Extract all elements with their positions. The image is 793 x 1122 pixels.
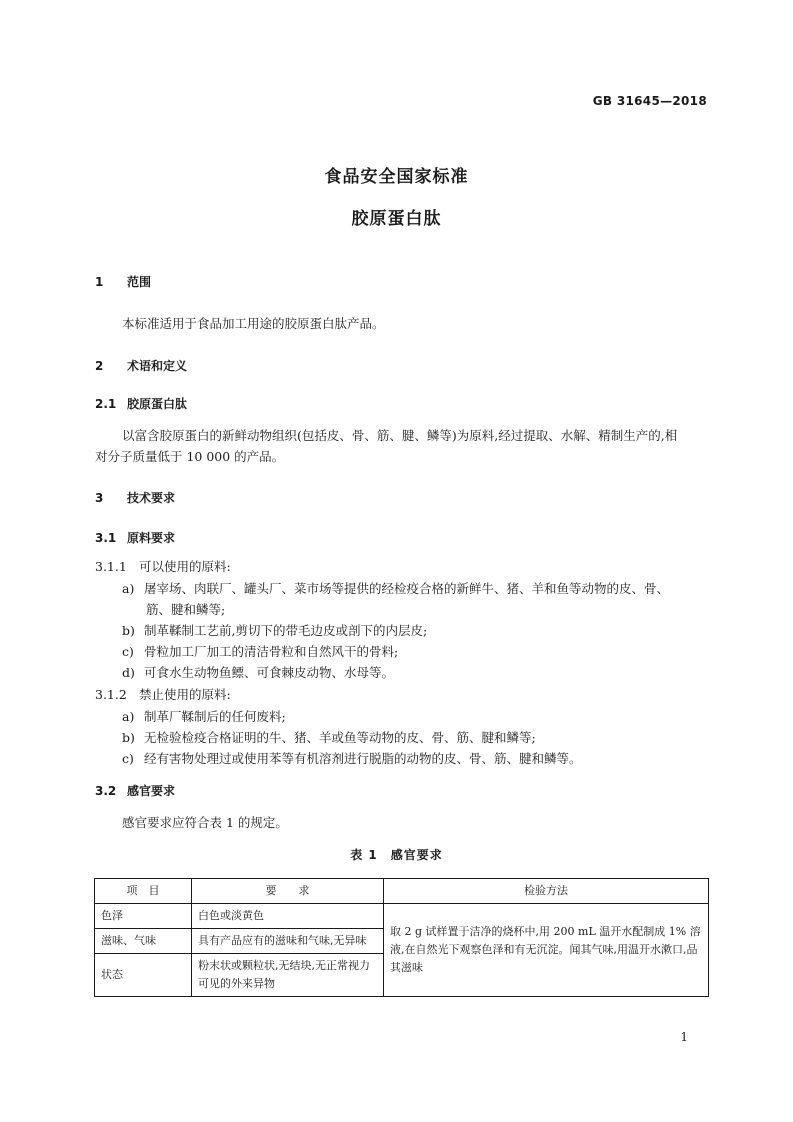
table-cell: 粉末状或颗粒状,无结块,无正常视力可见的外来异物 xyxy=(192,954,384,997)
table-header-row xyxy=(95,879,709,904)
column-header: 项 目 xyxy=(95,879,192,904)
section-number: 3 xyxy=(95,491,104,505)
list-label: b) xyxy=(122,730,135,745)
list-item xyxy=(122,620,427,641)
table-cell: 滋味、气味 xyxy=(95,929,192,954)
section-number: 2.1 xyxy=(95,397,117,411)
document-title: 食品安全国家标准 xyxy=(324,167,469,187)
section-3-2-heading xyxy=(95,782,175,799)
list-text: 可食水生动物鱼鳔、可食棘皮动物、水母等。 xyxy=(144,665,395,680)
table-cell: 具有产品应有的滋味和气味,无异味 xyxy=(192,929,384,954)
method-cell: 取 2 g 试样置于洁净的烧杯中,用 200 mL 温开水配制成 1% 溶液,在自然光下观察色泽和有无沉淀。闻其气味,用温开水漱口,品其滋味 xyxy=(384,904,709,997)
list-label: c) xyxy=(122,644,134,659)
list-text: 骨粒加工厂加工的清洁骨粒和自然风干的骨料; xyxy=(144,644,399,659)
section-1-heading xyxy=(95,273,151,290)
table-cell: 白色或淡黄色 xyxy=(192,904,384,929)
column-header: 检验方法 xyxy=(384,879,709,904)
list-label: a) xyxy=(122,581,135,596)
definition-line-1: 以富含胶原蛋白的新鲜动物组织(包括皮、骨、筋、腱、鳞等)为原料,经过提取、水解、精制生产的,相 xyxy=(122,428,678,443)
column-header: 要 求 xyxy=(192,879,384,904)
section-2-1-heading xyxy=(95,395,187,412)
list-item xyxy=(122,727,536,748)
list-item xyxy=(122,578,669,599)
section-3-2-text: 感官要求应符合表 1 的规定。 xyxy=(122,815,288,830)
list-item xyxy=(122,748,582,769)
section-title: 范围 xyxy=(127,275,152,289)
document-subtitle: 胶原蛋白肽 xyxy=(351,209,442,229)
list-text: 屠宰场、肉联厂、罐头厂、菜市场等提供的经检疫合格的新鲜牛、猪、羊和鱼等动物的皮、骨、 xyxy=(144,581,670,596)
clause-text: 禁止使用的原料: xyxy=(139,687,231,702)
section-2-heading xyxy=(95,357,187,374)
list-text: 制革厂鞣制后的任何废料; xyxy=(144,709,286,724)
section-3-1-heading xyxy=(95,529,175,546)
section-number: 1 xyxy=(95,275,104,289)
list-text: 无检验检疫合格证明的牛、猪、羊或鱼等动物的皮、骨、筋、腱和鳞等; xyxy=(144,730,536,745)
section-title: 原料要求 xyxy=(127,531,176,545)
clause-3-1-1 xyxy=(95,556,231,577)
list-label: d) xyxy=(122,665,135,680)
section-title: 感官要求 xyxy=(127,784,176,798)
section-number: 3.1 xyxy=(95,531,117,545)
table-cell: 色泽 xyxy=(95,904,192,929)
standard-code: GB 31645—2018 xyxy=(592,94,707,108)
list-text: 制革鞣制工艺前,剪切下的带毛边皮或剖下的内层皮; xyxy=(144,623,428,638)
clause-3-1-2 xyxy=(95,684,231,705)
definition-line-2: 对分子质量低于 10 000 的产品。 xyxy=(95,449,285,464)
clause-number: 3.1.1 xyxy=(95,559,127,574)
table-cell: 状态 xyxy=(95,954,192,997)
clause-text: 可以使用的原料: xyxy=(139,559,231,574)
section-3-heading xyxy=(95,489,175,506)
sensory-requirements-table xyxy=(94,878,709,997)
list-item xyxy=(122,706,286,727)
section-1-text: 本标准适用于食品加工用途的胶原蛋白肽产品。 xyxy=(122,316,385,331)
section-title: 技术要求 xyxy=(127,491,176,505)
table-caption: 表 1 感官要求 xyxy=(350,848,443,862)
section-number: 2 xyxy=(95,359,104,373)
list-label: b) xyxy=(122,623,135,638)
page-number: 1 xyxy=(680,1030,688,1044)
list-label: c) xyxy=(122,751,134,766)
table-row xyxy=(95,904,709,929)
list-text: 经有害物处理过或使用苯等有机溶剂进行脱脂的动物的皮、骨、筋、腱和鳞等。 xyxy=(144,751,582,766)
section-title: 术语和定义 xyxy=(127,359,188,373)
section-number: 3.2 xyxy=(95,784,117,798)
list-item-continuation: 筋、腱和鳞等; xyxy=(146,602,226,617)
section-title: 胶原蛋白肽 xyxy=(127,397,188,411)
list-item xyxy=(122,641,398,662)
clause-number: 3.1.2 xyxy=(95,687,127,702)
list-label: a) xyxy=(122,709,135,724)
list-item xyxy=(122,662,394,683)
